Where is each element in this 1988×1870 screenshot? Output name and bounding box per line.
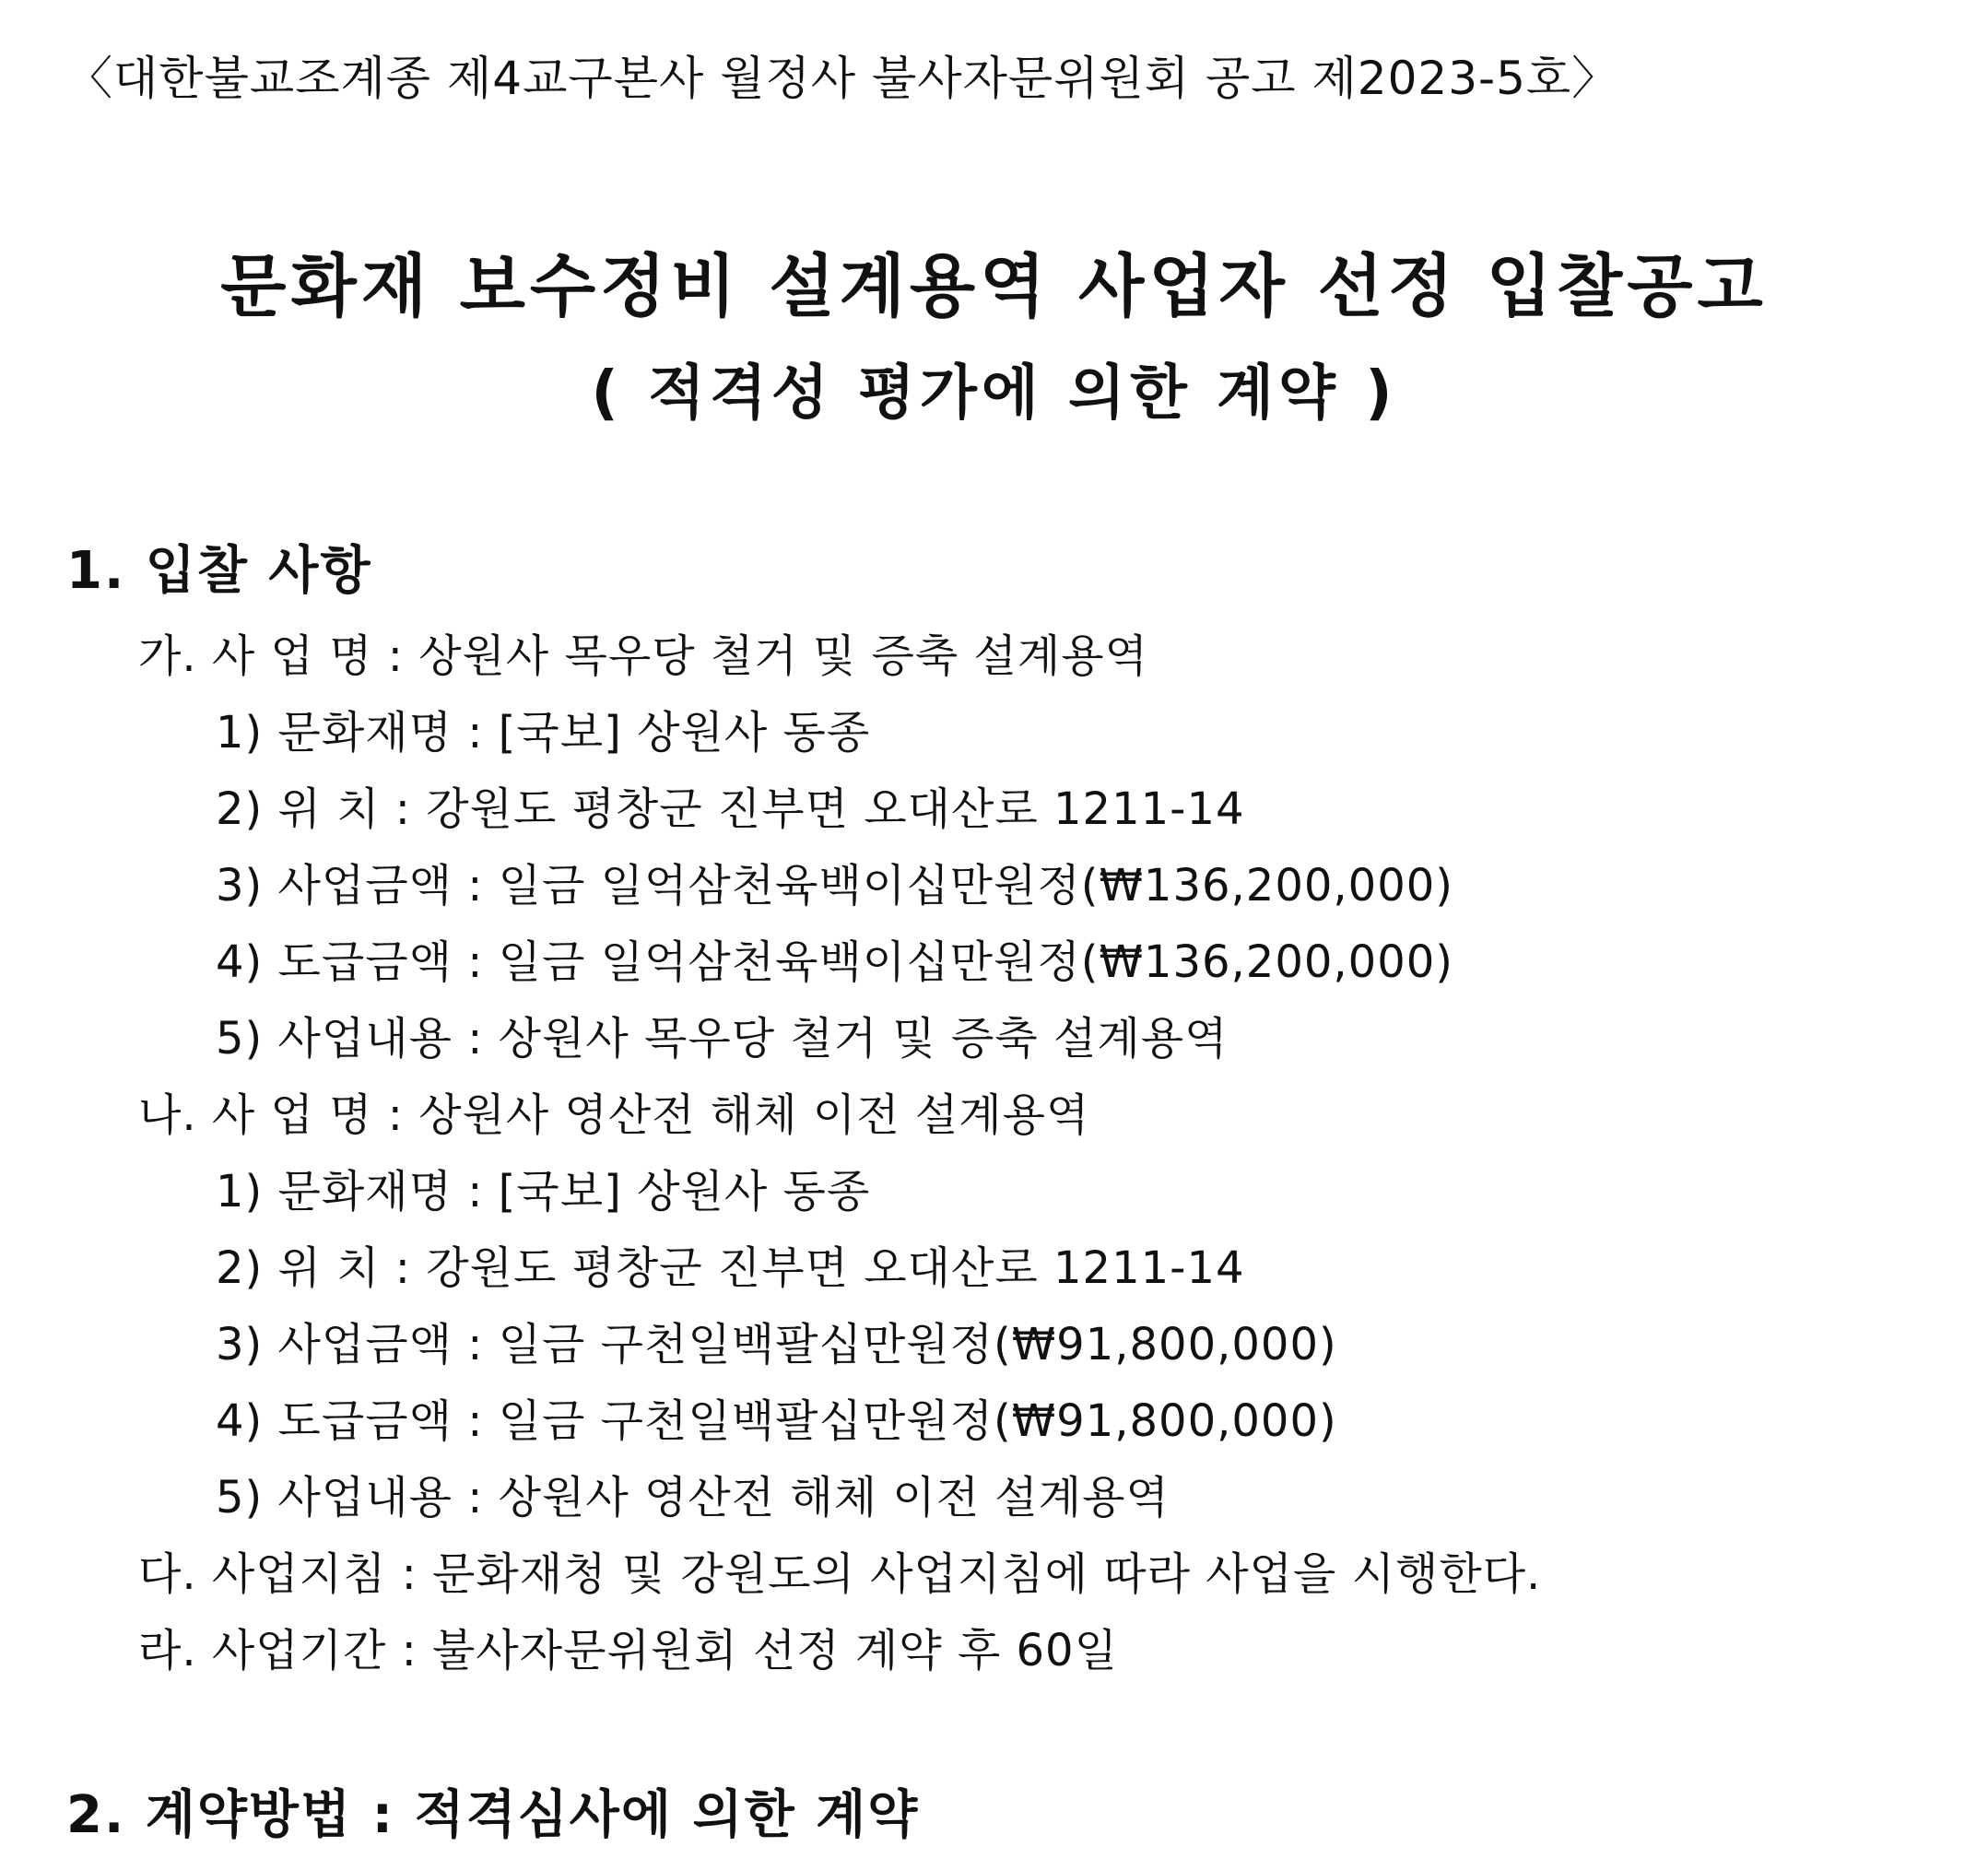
notice-number: 〈대한불교조계종 제4교구본사 월정사 불사자문위원회 공고 제2023-5호〉: [66, 52, 1619, 105]
project-a-heritage-name: 1) 문화재명 : [국보] 상원사 동종: [216, 707, 871, 759]
project-guideline: 다. 사업지침 : 문화재청 및 강원도의 사업지침에 따라 사업을 시행한다.: [138, 1548, 1542, 1600]
project-b-heritage-name: 1) 문화재명 : [국보] 상원사 동종: [216, 1166, 871, 1217]
project-period: 라. 사업기간 : 불사자문위원회 선정 계약 후 60일: [138, 1625, 1118, 1676]
project-a-content: 5) 사업내용 : 상원사 목우당 철거 및 증축 설계용역: [216, 1013, 1229, 1064]
project-b-contract-amount: 4) 도급금액 : 일금 구천일백팔십만원정(₩91,800,000): [216, 1395, 1337, 1447]
project-a-budget: 3) 사업금액 : 일금 일억삼천육백이십만원정(₩136,200,000): [216, 860, 1454, 911]
document-subtitle: ( 적격성 평가에 의한 계약 ): [591, 359, 1397, 428]
project-b-content: 5) 사업내용 : 상원사 영산전 해체 이전 설계용역: [216, 1472, 1170, 1523]
section-1-heading: 1. 입찰 사항: [66, 541, 372, 601]
project-b-budget: 3) 사업금액 : 일금 구천일백팔십만원정(₩91,800,000): [216, 1319, 1337, 1370]
project-b-location: 2) 위 치 : 강원도 평창군 진부면 오대산로 1211-14: [216, 1242, 1245, 1294]
project-b-name: 나. 사 업 명 : 상원사 영산전 해체 이전 설계용역: [138, 1089, 1090, 1141]
document-title: 문화재 보수정비 설계용역 사업자 선정 입찰공고: [220, 248, 1768, 326]
section-2-heading: 2. 계약방법 : 적격심사에 의한 계약: [66, 1785, 920, 1845]
project-a-name: 가. 사 업 명 : 상원사 목우당 철거 및 증축 설계용역: [138, 630, 1149, 682]
project-a-contract-amount: 4) 도급금액 : 일금 일억삼천육백이십만원정(₩136,200,000): [216, 936, 1454, 988]
project-a-location: 2) 위 치 : 강원도 평창군 진부면 오대산로 1211-14: [216, 783, 1245, 835]
